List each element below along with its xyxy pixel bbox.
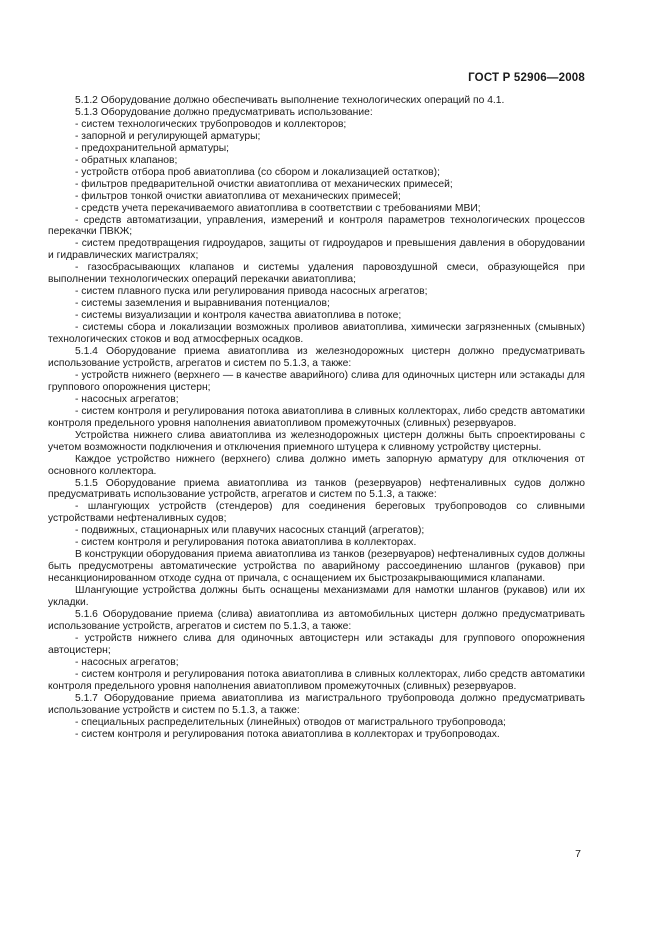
list-item: - предохранительной арматуры; xyxy=(75,142,230,154)
list-item: - обратных клапанов; xyxy=(75,154,178,166)
list-item: - устройств нижнего слива для одиночных автоцистерн или эстакады для группового опорожнения автоцистерн; xyxy=(48,632,585,656)
list-item: - фильтров предварительной очистки авиатоплива от механических примесей; xyxy=(75,178,453,190)
list-item: - подвижных, стационарных или плавучих насосных станций (агрегатов); xyxy=(75,525,425,537)
paragraph: 5.1.6 Оборудование приема (слива) авиатоплива из автомобильных цистерн должно предусматривать использование устройств, агрегатов и систем по 5.1.3, а также: xyxy=(48,608,585,632)
list-item: - систем плавного пуска или регулирования привода насосных агрегатов; xyxy=(75,286,428,298)
list-item: - системы визуализации и контроля качества авиатоплива в потоке; xyxy=(75,310,402,322)
list-item: - систем контроля и регулирования потока авиатоплива в коллекторах. xyxy=(75,537,417,549)
list-item: - средств автоматизации, управления, измерений и контроля параметров технологических процессов перекачки ПВКЖ; xyxy=(48,214,585,238)
list-item: - систем контроля и регулирования потока авиатоплива в сливных коллекторах, либо средств автоматики контроля предельного уровня наполнения авиатопливом промежуточных (сливных) резервуаров. xyxy=(48,405,585,429)
list-item: - систем предотвращения гидроударов, защиты от гидроударов и превышения давления в оборудовании и гидравлических магистралях; xyxy=(48,238,585,262)
paragraph: 5.1.2 Оборудование должно обеспечивать выполнение технологических операций по 4.1. xyxy=(75,95,505,106)
list-item: - насосных агрегатов; xyxy=(75,393,179,405)
list-item: - шлангующих устройств (стендеров) для соединения береговых трубопроводов со сливными устройствами нефтеналивных судов; xyxy=(48,501,585,525)
page-number: 7 xyxy=(575,848,581,860)
list-item: - газосбрасывающих клапанов и системы удаления паровоздушной смеси, образующейся при выполнении технологических операций перекачки авиатоплива; xyxy=(48,262,585,286)
list-item: - систем технологических трубопроводов и коллекторов; xyxy=(75,118,347,130)
list-item: - систем контроля и регулирования потока авиатоплива в сливных коллекторах, либо средств автоматики контроля предельного уровня наполнения авиатопливом промежуточных (сливных) резервуаров. xyxy=(48,668,585,692)
list-item: - средств учета перекачиваемого авиатоплива в соответствии с требованиями МВИ; xyxy=(75,202,481,214)
paragraph: Каждое устройство нижнего (верхнего) слива должно иметь запорную арматуру для отключения от основного коллектора. xyxy=(48,453,585,477)
list-item: - фильтров тонкой очистки авиатоплива от механических примесей; xyxy=(75,190,401,202)
list-item: - устройств нижнего (верхнего — в качестве аварийного) слива для одиночных цистерн или эстакады для группового опорожнения цистерн; xyxy=(48,369,585,393)
paragraph: 5.1.5 Оборудование приема авиатоплива из танков (резервуаров) нефтеналивных судов должно предусматривать использование устройств, агрегатов и систем по 5.1.3, а также: xyxy=(48,477,585,501)
list-item: - устройств отбора проб авиатоплива (со сбором и локализацией остатков); xyxy=(75,166,440,178)
list-item: - систем контроля и регулирования потока авиатоплива в коллекторах и трубопроводах. xyxy=(75,728,500,740)
paragraph: 5.1.4 Оборудование приема авиатоплива из железнодорожных цистерн должно предусматривать использование устройств, агрегатов и систем по 5.1.3, а также: xyxy=(48,346,585,369)
paragraph: Устройства нижнего слива авиатоплива из железнодорожных цистерн должны быть спроектированы с учетом возможности подключения и отключения приемного штуцера к сливному устройству цистерны. xyxy=(48,429,585,453)
document-body xyxy=(48,95,585,740)
list-item: - системы сбора и локализации возможных проливов авиатоплива, химически загрязненных (смывных) технологических стоков и вод атмосферных осадков. xyxy=(48,322,585,346)
paragraph: 5.1.7 Оборудование приема авиатоплива из магистрального трубопровода должно предусматривать использование устройств и систем по 5.1.3, а также: xyxy=(48,692,585,716)
list-item: - системы заземления и выравнивания потенциалов; xyxy=(75,298,330,310)
paragraph: В конструкции оборудования приема авиатоплива из танков (резервуаров) нефтеналивных судов должны быть предусмотрены автоматические устройства по аварийному рассоединению шлангов (рукавов) при несанкционированном отходе судна от причала, с оснащением их быстрозакрывающимися клапанами. xyxy=(48,549,585,585)
paragraph: 5.1.3 Оборудование должно предусматривать использование: xyxy=(75,106,373,118)
list-item: - запорной и регулирующей арматуры; xyxy=(75,130,261,142)
list-item: - специальных распределительных (линейных) отводов от магистрального трубопровода; xyxy=(75,716,506,728)
paragraph: Шлангующие устройства должны быть оснащены механизмами для намотки шлангов (рукавов) или их укладки. xyxy=(48,585,585,609)
list-item: - насосных агрегатов; xyxy=(75,656,179,668)
document-header: ГОСТ Р 52906—2008 xyxy=(468,72,585,84)
